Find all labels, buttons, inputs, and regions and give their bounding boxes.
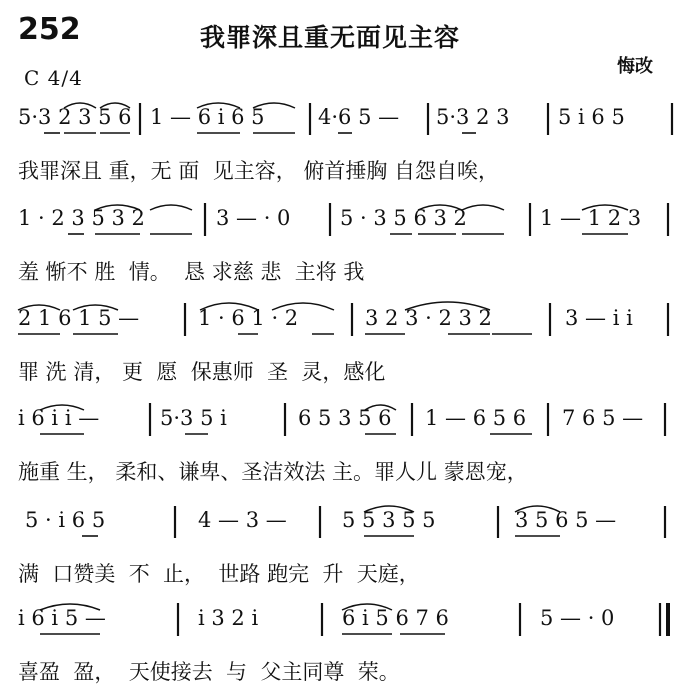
measure: 5·3 5 i (160, 406, 227, 430)
hymn-title: 我罪深且重无面见主容 (200, 23, 461, 52)
measure: 1 — 6 i 6 5 (150, 105, 265, 129)
measure: 4 — 3 — (198, 508, 287, 532)
lyrics-text: 罪 洗 清， 更 愿 保惠师 圣 灵，感化 (18, 360, 386, 384)
measure: i 6 i 5 — (18, 606, 106, 630)
measure: 3 — · 0 (216, 206, 291, 230)
music-line-5 (0, 508, 700, 548)
measure: 3 2 3 · 2 3 2 (365, 306, 492, 330)
lyrics-text: 羞 惭不 胜 情。 恳 求慈 悲 主将 我 (18, 260, 365, 284)
measure: 1 — 1 2 3 (540, 206, 642, 230)
measure: i 3 2 i (198, 606, 259, 630)
measure: 6 5 3 5 6 (298, 406, 392, 430)
music-line-2 (0, 206, 700, 246)
lyrics-text: 满 口赞美 不 止， 世路 跑完 升 天庭， (18, 562, 420, 586)
measure: 1 · 2 3 5 3 2 (18, 206, 145, 230)
measure: 5 i 6 5 (558, 105, 625, 129)
measure: 3 — i i (565, 306, 633, 330)
lyrics-line-3 (0, 356, 700, 386)
hymn-number: 252 (18, 12, 81, 47)
lyrics-line-6 (0, 656, 700, 686)
measure: 7 6 5 — (562, 406, 644, 430)
music-line-3 (0, 306, 700, 346)
measure: 2 1 6 1 5 — (18, 306, 140, 330)
music-line-1 (0, 105, 700, 145)
measure: 1 · 6 1 · 2 (198, 306, 299, 330)
measure: 1 — 6 5 6 (425, 406, 527, 430)
lyrics-line-4 (0, 456, 700, 486)
measure: 5·3 2 3 5 6 (18, 105, 132, 129)
lyrics-line-5 (0, 558, 700, 588)
measure: 5 — · 0 (540, 606, 615, 630)
measure: 5 · 3 5 6 3 2 (340, 206, 467, 230)
lyrics-line-1 (0, 155, 700, 185)
music-line-6 (0, 606, 700, 646)
measure: 5·3 2 3 (436, 105, 510, 129)
measure: 5 5 3 5 5 (342, 508, 436, 532)
key-and-time-signature: C 4/4 (24, 66, 83, 90)
measure: 6 i 5 6 7 6 (342, 606, 449, 630)
measure: 5 · i 6 5 (25, 508, 106, 532)
measure: i 6 i i — (18, 406, 100, 430)
hymn-category: 悔改 (617, 56, 653, 77)
lyrics-text: 施重 生， 柔和、谦卑、圣洁效法 主。罪人儿 蒙恩宠， (18, 460, 528, 484)
lyrics-line-2 (0, 256, 700, 286)
music-line-4 (0, 406, 700, 446)
measure: 4·6 5 — (318, 105, 400, 129)
measure: 3 5 6 5 — (515, 508, 617, 532)
lyrics-text: 喜盈 盈， 天使接去 与 父主同尊 荣。 (18, 660, 400, 684)
lyrics-text: 我罪深且 重，无 面 见主容， 俯首捶胸 自怨自唉， (18, 159, 500, 183)
